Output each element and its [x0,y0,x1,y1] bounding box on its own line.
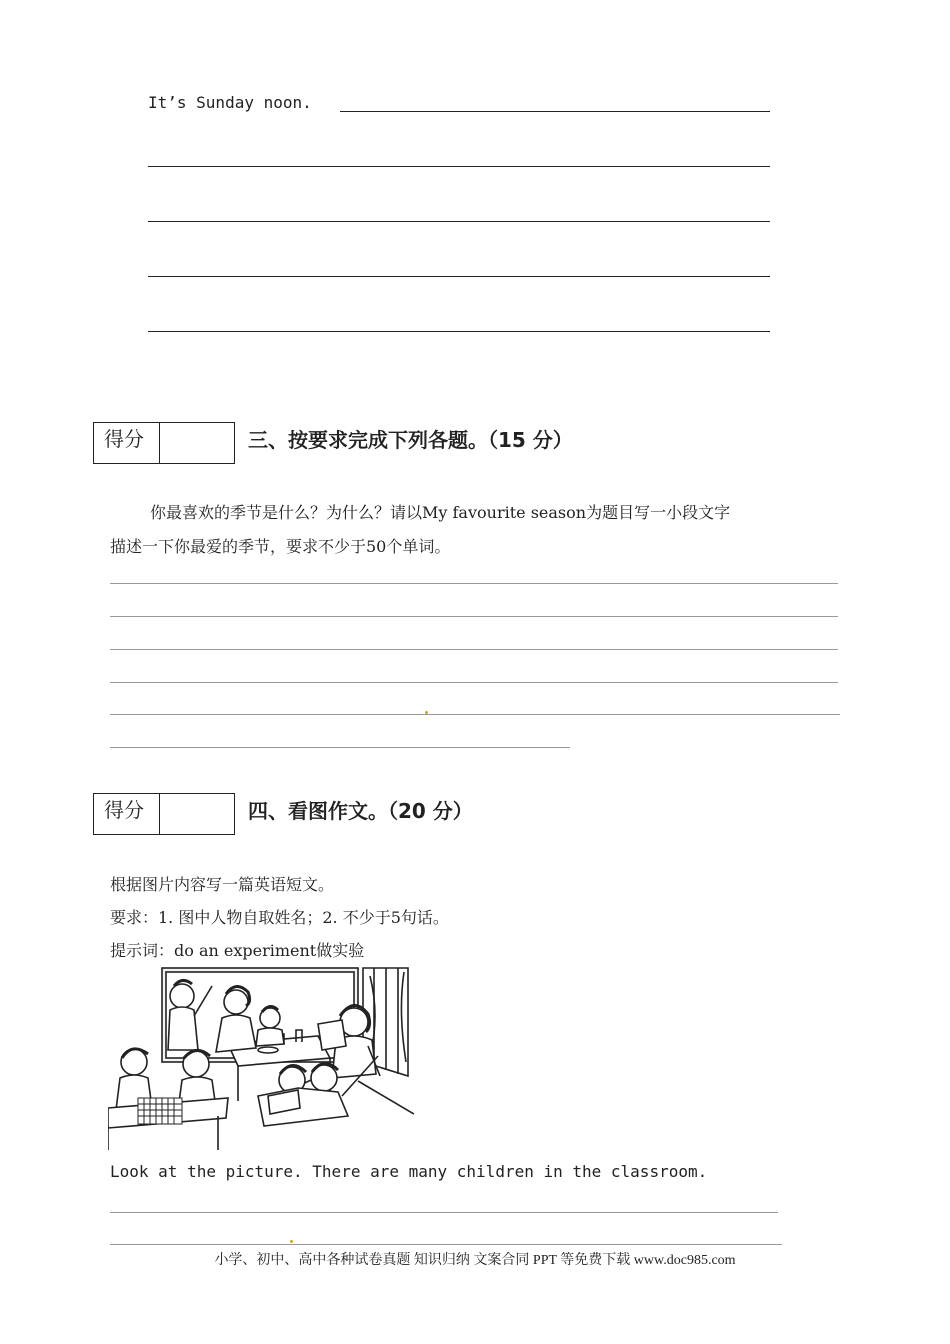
answer-line[interactable] [110,616,838,617]
answer-line[interactable] [110,583,838,584]
decorative-dot [290,1240,293,1243]
classroom-illustration [108,966,414,1150]
score-field[interactable] [161,423,234,463]
sunday-noon-lead: It’s Sunday noon. [148,93,312,112]
section4-instruction2: 要求：1. 图中人物自取姓名；2. 不少于5句话。 [110,908,449,927]
answer-line[interactable] [110,1212,778,1213]
writing-line[interactable] [340,111,770,112]
decorative-dot [425,711,428,714]
score-box-section3 [93,422,235,464]
section4-instruction3: 提示词：do an experiment做实验 [110,941,365,960]
score-field[interactable] [161,794,234,834]
section4-heading: 四、看图作文。（20 分） [248,799,473,823]
answer-line[interactable] [110,1244,782,1245]
section3-prompt-line2: 描述一下你最爱的季节，要求不少于50个单词。 [110,537,451,556]
answer-line[interactable] [110,714,840,715]
score-label: 得分 [94,794,160,834]
section4-starter-sentence: Look at the picture. There are many children in the classroom. [110,1162,708,1181]
writing-line[interactable] [148,276,770,277]
answer-line[interactable] [110,682,838,683]
page-footer: 小学、初中、高中各种试卷真题 知识归纳 文案合同 PPT 等免费下载 www.doc985.com [214,1253,736,1268]
answer-line[interactable] [110,747,570,748]
writing-line[interactable] [148,221,770,222]
score-box-section4 [93,793,235,835]
writing-line[interactable] [148,331,770,332]
section3-prompt-line1: 你最喜欢的季节是什么？为什么？请以My favourite season为题目写一小段文字 [150,503,731,522]
answer-line[interactable] [110,649,838,650]
section3-heading: 三、按要求完成下列各题。（15 分） [248,428,573,452]
writing-line[interactable] [148,166,770,167]
score-label: 得分 [94,423,160,463]
section4-instruction1: 根据图片内容写一篇英语短文。 [110,875,335,894]
